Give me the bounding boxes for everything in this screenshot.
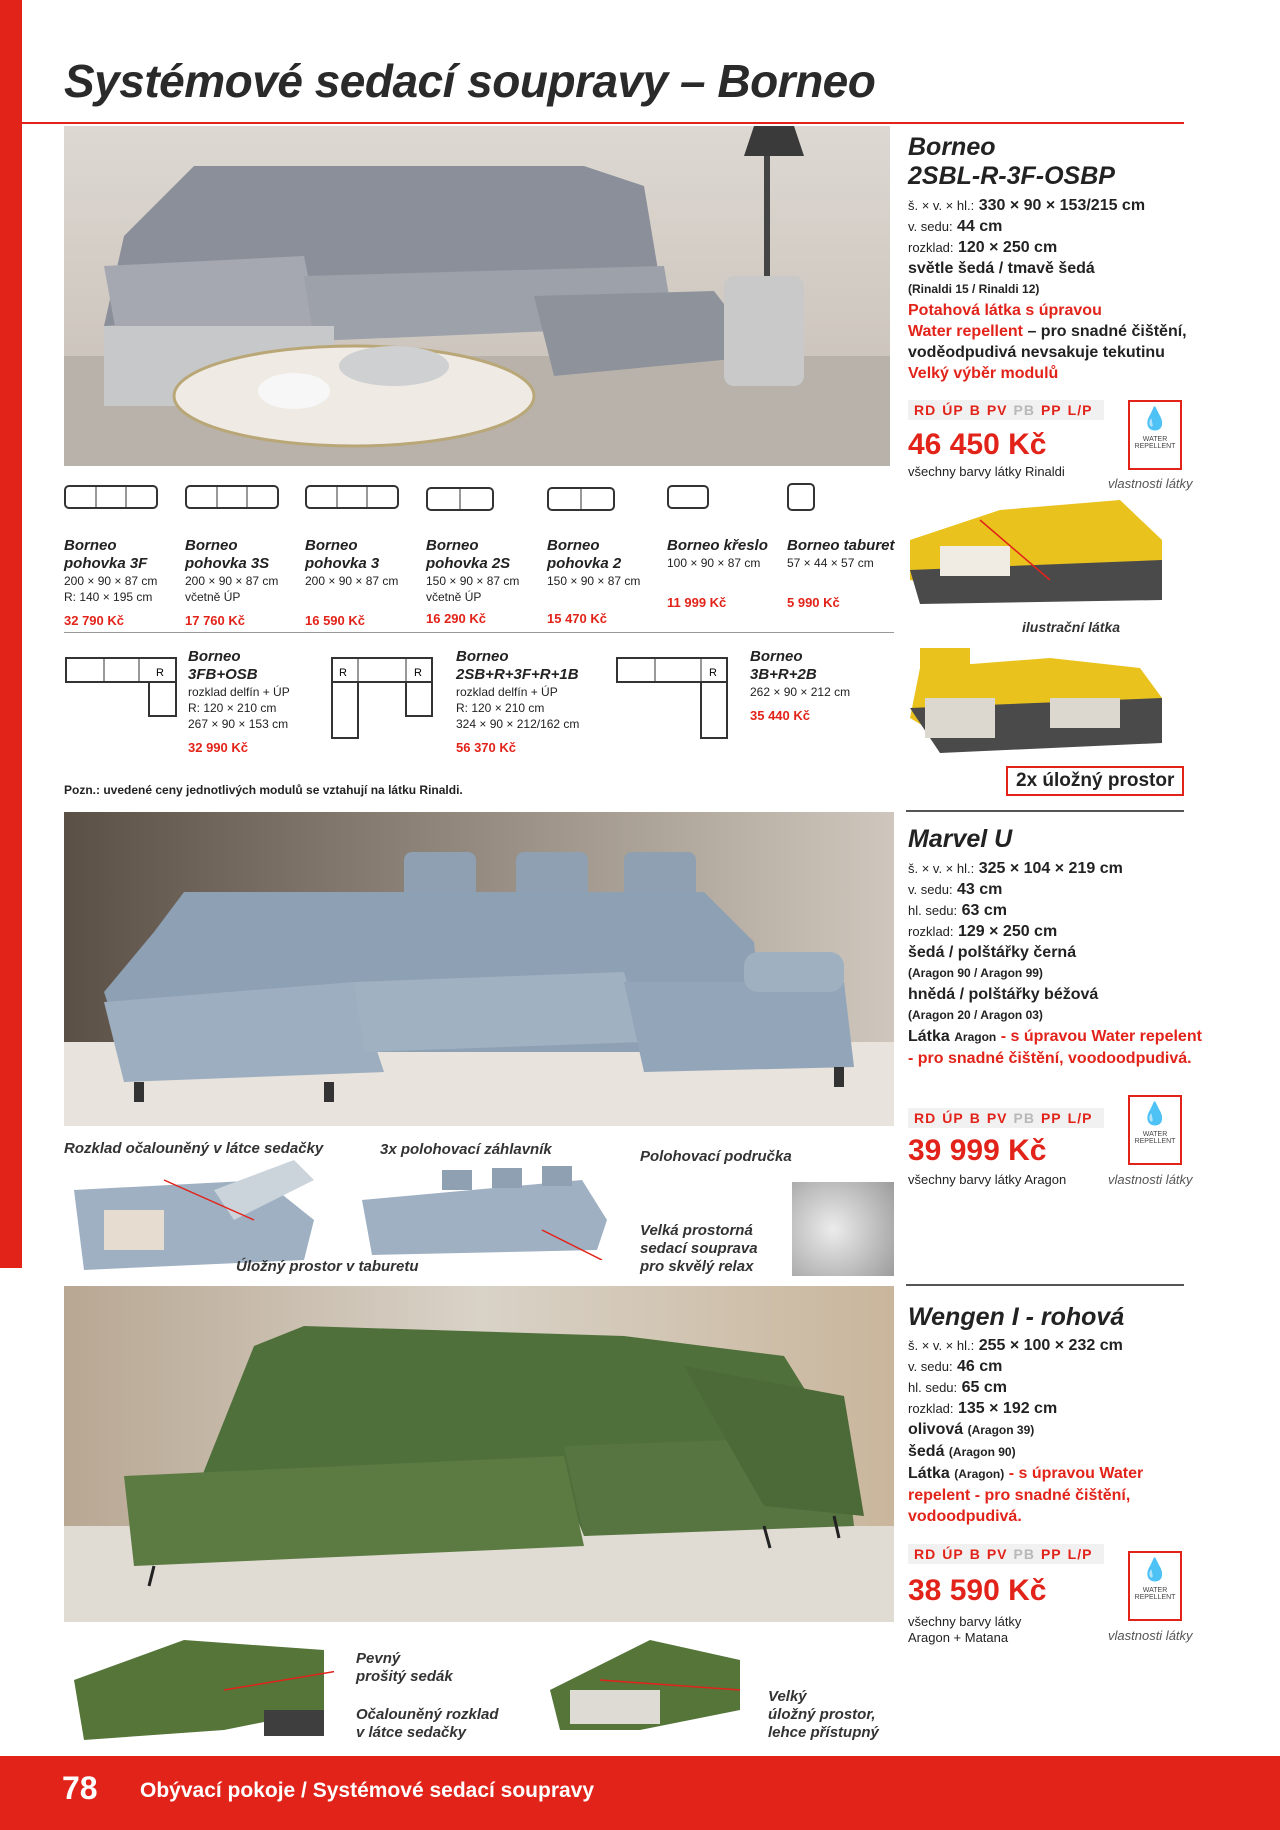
feature-line-3: voděodpudivá nevsakuje tekutinu (908, 344, 1165, 361)
marvel-detail-fabric (792, 1182, 894, 1276)
marvel-rule (906, 810, 1184, 812)
set-2-diagram (330, 656, 440, 746)
code-pb: PB (1013, 1110, 1035, 1126)
water-repellent-icon (1128, 1095, 1182, 1165)
depth-value: 63 cm (961, 902, 1007, 919)
module-extra: včetně ÚP (185, 590, 241, 604)
annot-relax-line-3: pro skvělý relax (640, 1258, 754, 1275)
fabric-small: (Aragon) (954, 1467, 1005, 1481)
code-pv: PV (986, 1546, 1008, 1562)
code-pb: PB (1013, 1546, 1035, 1562)
fabric-2: (Aragon 20 / Aragon 03) (908, 1008, 1043, 1022)
price-note-line-2: Aragon + Matana (908, 1630, 1009, 1645)
module-item (305, 482, 423, 628)
set-name-1: Borneo (750, 648, 803, 665)
bed-label: rozklad: (908, 240, 954, 255)
borneo-price: 46 450 Kč (908, 428, 1047, 461)
marvel-price-note: všechny barvy látky Aragon (908, 1172, 1067, 1187)
set-price: 32 990 Kč (188, 740, 248, 755)
code-pp: PP (1040, 1110, 1062, 1126)
annot-bed-line-2: v látce sedačky (356, 1724, 467, 1741)
feature-c: vodoodpudivá. (908, 1508, 1022, 1525)
feature-line-2-red: Water repellent (908, 323, 1023, 340)
set-line-1: rozklad delfín + ÚP (188, 685, 290, 699)
wengen-detail-storage (540, 1630, 750, 1740)
borneo-set-3 (615, 648, 895, 758)
set-line-2: R: 120 × 210 cm (456, 701, 545, 715)
color-2: hnědá / polštářky béžová (908, 986, 1099, 1003)
seat-label: v. sedu: (908, 882, 953, 897)
bed-value: 135 × 192 cm (957, 1400, 1058, 1417)
module-item (185, 482, 303, 628)
water-drop-icon: 💧 (1141, 1101, 1169, 1126)
code-lp: L/P (1067, 1110, 1093, 1126)
color-2: šedá (908, 1443, 945, 1460)
module-name: Borneo pohovka 3S (185, 537, 270, 572)
annot-storage-line-3: lehce přístupný (768, 1724, 879, 1741)
wengen-icon-label: vlastnosti látky (1108, 1628, 1193, 1643)
marvel-hero-photo (64, 812, 894, 1126)
fabric-word: Látka (908, 1028, 950, 1045)
water-drop-icon: 💧 (1141, 406, 1169, 431)
module-price: 15 470 Kč (547, 611, 607, 626)
module-dims: 150 × 90 × 87 cm (426, 574, 520, 588)
borneo-pricing-note: Pozn.: uvedené ceny jednotlivých modulů se vztahují na látku Rinaldi. (64, 783, 463, 797)
module-dims: 200 × 90 × 87 cm (305, 574, 399, 588)
module-name: Borneo pohovka 3 (305, 537, 380, 572)
module-price: 5 990 Kč (787, 595, 840, 610)
module-dims: 200 × 90 × 87 cm (64, 574, 158, 588)
set-name-1: Borneo (456, 648, 509, 665)
annot-seat-line-2: prošitý sedák (356, 1668, 453, 1685)
svg-text:R: R (339, 667, 347, 679)
annot-storage-line-1: Velký (768, 1688, 807, 1705)
wengen-annot-seat (356, 1650, 453, 1686)
seat-value: 46 cm (957, 1358, 1003, 1375)
annot-bed-line-1: Očalouněný rozklad (356, 1706, 499, 1723)
dims-value: 255 × 100 × 232 cm (978, 1337, 1123, 1354)
set-price: 56 370 Kč (456, 740, 516, 755)
dims-label: š. × v. × hl.: (908, 198, 975, 213)
fabric-small: Aragon (954, 1030, 997, 1044)
marvel-annot-headrest: 3x polohovací záhlavník (380, 1141, 552, 1158)
svg-text:R: R (156, 667, 164, 679)
marvel-name: Marvel U (908, 825, 1013, 853)
code-rd: RD (914, 402, 937, 418)
module-item (787, 482, 905, 610)
module-price: 17 760 Kč (185, 613, 245, 628)
module-extra: včetně ÚP (426, 590, 482, 604)
borneo-set-2 (330, 648, 620, 758)
borneo-feature-codes (908, 400, 1104, 420)
seat-label: v. sedu: (908, 1359, 953, 1374)
module-dims: 150 × 90 × 87 cm (547, 574, 641, 588)
annot-seat-line-1: Pevný (356, 1650, 401, 1667)
set-line-1: rozklad delfín + ÚP (456, 685, 558, 699)
color-1: šedá / polštářky černá (908, 944, 1077, 961)
module-name: Borneo pohovka 2S (426, 537, 511, 572)
module-3-diagram (305, 482, 400, 512)
wengen-hero-photo (64, 1286, 894, 1622)
water-repellent-icon-text: WATER REPELLENT (1134, 436, 1176, 450)
borneo-sofa-illustration (64, 126, 890, 466)
feature-line-2-rest: – pro snadné čištění, (1023, 323, 1187, 340)
module-dims: 100 × 90 × 87 cm (667, 556, 761, 570)
code-b: B (969, 402, 981, 418)
code-pv: PV (986, 402, 1008, 418)
annot-relax-line-2: sedací souprava (640, 1240, 758, 1257)
code-b: B (969, 1110, 981, 1126)
marvel-annot-relax (640, 1222, 758, 1276)
bed-label: rozklad: (908, 924, 954, 939)
borneo-set-1 (64, 648, 324, 758)
module-name: Borneo taburet (787, 537, 895, 554)
borneo-modules-row (64, 482, 895, 628)
borneo-hero-photo (64, 126, 890, 466)
water-repellent-icon-text: WATER REPELLENT (1134, 1587, 1176, 1601)
feature-line-1: Potahová látka s úpravou (908, 302, 1102, 319)
annot-storage-line-2: úložný prostor, (768, 1706, 876, 1723)
module-3f-diagram (64, 482, 159, 512)
marvel-detail-full (352, 1160, 612, 1260)
fabric-1: (Aragon 90 / Aragon 99) (908, 966, 1043, 980)
water-repellent-icon (1128, 1551, 1182, 1621)
wengen-annot-storage (768, 1688, 879, 1742)
module-2-diagram (547, 482, 642, 512)
set-name-1: Borneo (188, 648, 241, 665)
borneo-specs (908, 195, 1248, 384)
wengen-specs (908, 1335, 1248, 1527)
svg-text:R: R (414, 667, 422, 679)
borneo-illustration-label: ilustrační látka (1022, 619, 1121, 635)
code-pv: PV (986, 1110, 1008, 1126)
feature-a: - s úpravou Water (1004, 1465, 1144, 1482)
module-price: 11 999 Kč (667, 595, 727, 610)
bed-value: 129 × 250 cm (957, 923, 1058, 940)
borneo-name-line2: 2SBL-R-3F-OSBP (908, 162, 1115, 190)
svg-text:R: R (709, 667, 717, 679)
wengen-rule (906, 1284, 1184, 1286)
fabric-1: (Aragon 39) (967, 1423, 1035, 1437)
feature-a: - s úpravou Water repelent (996, 1028, 1202, 1045)
set-line-1: 262 × 90 × 212 cm (750, 685, 851, 699)
dims-value: 330 × 90 × 153/215 cm (978, 197, 1146, 214)
module-dims: 200 × 90 × 87 cm (185, 574, 279, 588)
bed-label: rozklad: (908, 1401, 954, 1416)
marvel-annot-armrest: Polohovací područka (640, 1148, 792, 1165)
code-pp: PP (1040, 1546, 1062, 1562)
module-price: 32 790 Kč (64, 613, 124, 628)
wengen-price: 38 590 Kč (908, 1574, 1047, 1607)
code-pp: PP (1040, 402, 1062, 418)
module-name: Borneo pohovka 2 (547, 537, 622, 572)
wengen-feature-codes (908, 1544, 1104, 1564)
seat-value: 44 cm (957, 218, 1003, 235)
module-armchair-diagram (667, 482, 762, 512)
wengen-annot-bed (356, 1706, 499, 1742)
water-repellent-icon (1128, 400, 1182, 470)
module-item (547, 482, 665, 626)
code-rd: RD (914, 1546, 937, 1562)
marvel-sofa-illustration (64, 812, 894, 1126)
left-accent-bar (0, 0, 22, 1268)
set-name-2: 3FB+OSB (188, 666, 258, 683)
depth-label: hl. sedu: (908, 903, 958, 918)
module-extra: R: 140 × 195 cm (64, 590, 153, 604)
set-3-diagram (615, 656, 735, 746)
borneo-price-note: všechny barvy látky Rinaldi (908, 464, 1065, 479)
marvel-icon-label: vlastnosti látky (1108, 1172, 1193, 1187)
page-number: 78 (62, 1770, 98, 1806)
marvel-annot-bed: Rozklad očalouněný v látce sedačky (64, 1140, 324, 1157)
wengen-name: Wengen I - rohová (908, 1303, 1125, 1331)
wengen-detail-corner (64, 1630, 334, 1746)
dims-label: š. × v. × hl.: (908, 1338, 975, 1353)
feature-line-4: Velký výběr modulů (908, 365, 1059, 382)
marvel-price: 39 999 Kč (908, 1134, 1047, 1167)
borneo-name-line1: Borneo (908, 133, 996, 161)
code-up: ÚP (942, 1546, 964, 1562)
water-drop-icon: 💧 (1141, 1557, 1169, 1582)
set-line-3: 267 × 90 × 153 cm (188, 717, 289, 731)
borneo-storage-label: 2x úložný prostor (1006, 766, 1184, 796)
module-3s-diagram (185, 482, 280, 512)
wengen-price-note (908, 1614, 1021, 1646)
module-price: 16 290 Kč (426, 611, 486, 626)
module-2s-diagram (426, 482, 521, 512)
fabric-2: (Aragon 90) (948, 1445, 1016, 1459)
module-stool-diagram (787, 482, 882, 512)
feature-b: - pro snadné čištění, voodoodpudivá. (908, 1050, 1192, 1067)
module-item (667, 482, 785, 610)
borneo-yellow-sofa-storage (900, 628, 1170, 768)
footer-section-title: Obývací pokoje / Systémové sedací soupravy (140, 1779, 595, 1802)
bed-value: 120 × 250 cm (957, 239, 1058, 256)
title-rule (22, 122, 1184, 124)
set-price: 35 440 Kč (750, 708, 810, 723)
seat-value: 43 cm (957, 881, 1003, 898)
color-1: olivová (908, 1421, 964, 1438)
depth-value: 65 cm (961, 1379, 1007, 1396)
feature-b: repelent - pro snadné čištění, (908, 1487, 1131, 1504)
code-up: ÚP (942, 1110, 964, 1126)
code-pb: PB (1013, 402, 1035, 418)
marvel-feature-codes (908, 1108, 1104, 1128)
code-up: ÚP (942, 402, 964, 418)
fabric-value: (Rinaldi 15 / Rinaldi 12) (908, 282, 1040, 296)
dims-value: 325 × 104 × 219 cm (978, 860, 1123, 877)
module-item (426, 482, 544, 626)
water-repellent-icon-text: WATER REPELLENT (1134, 1131, 1176, 1145)
color-value: světle šedá / tmavě šedá (908, 260, 1095, 277)
borneo-name (908, 133, 1115, 191)
borneo-icon-label: vlastnosti látky (1108, 476, 1193, 491)
dims-label: š. × v. × hl.: (908, 861, 975, 876)
set-line-2: R: 120 × 210 cm (188, 701, 277, 715)
annot-relax-line-1: Velká prostorná (640, 1222, 753, 1239)
module-item (64, 482, 182, 628)
code-rd: RD (914, 1110, 937, 1126)
set-name-2: 2SB+R+3F+R+1B (456, 666, 579, 683)
depth-label: hl. sedu: (908, 1380, 958, 1395)
marvel-annot-storage: Úložný prostor v taburetu (236, 1258, 419, 1275)
seat-label: v. sedu: (908, 219, 953, 234)
code-lp: L/P (1067, 1546, 1093, 1562)
price-note-line-1: všechny barvy látky (908, 1614, 1022, 1629)
marvel-specs (908, 858, 1248, 1069)
modules-divider (64, 632, 894, 633)
borneo-yellow-sofa-open (900, 500, 1170, 610)
set-line-3: 324 × 90 × 212/162 cm (456, 717, 580, 731)
wengen-sofa-illustration (64, 1286, 894, 1622)
module-name: Borneo pohovka 3F (64, 537, 148, 572)
code-b: B (969, 1546, 981, 1562)
set-name-2: 3B+R+2B (750, 666, 817, 683)
module-price: 16 590 Kč (305, 613, 365, 628)
module-name: Borneo křeslo (667, 537, 768, 554)
module-dims: 57 × 44 × 57 cm (787, 556, 874, 570)
fabric-word: Látka (908, 1465, 950, 1482)
page-title: Systémové sedací soupravy – Borneo (64, 55, 876, 107)
set-1-diagram (64, 656, 184, 720)
code-lp: L/P (1067, 402, 1093, 418)
